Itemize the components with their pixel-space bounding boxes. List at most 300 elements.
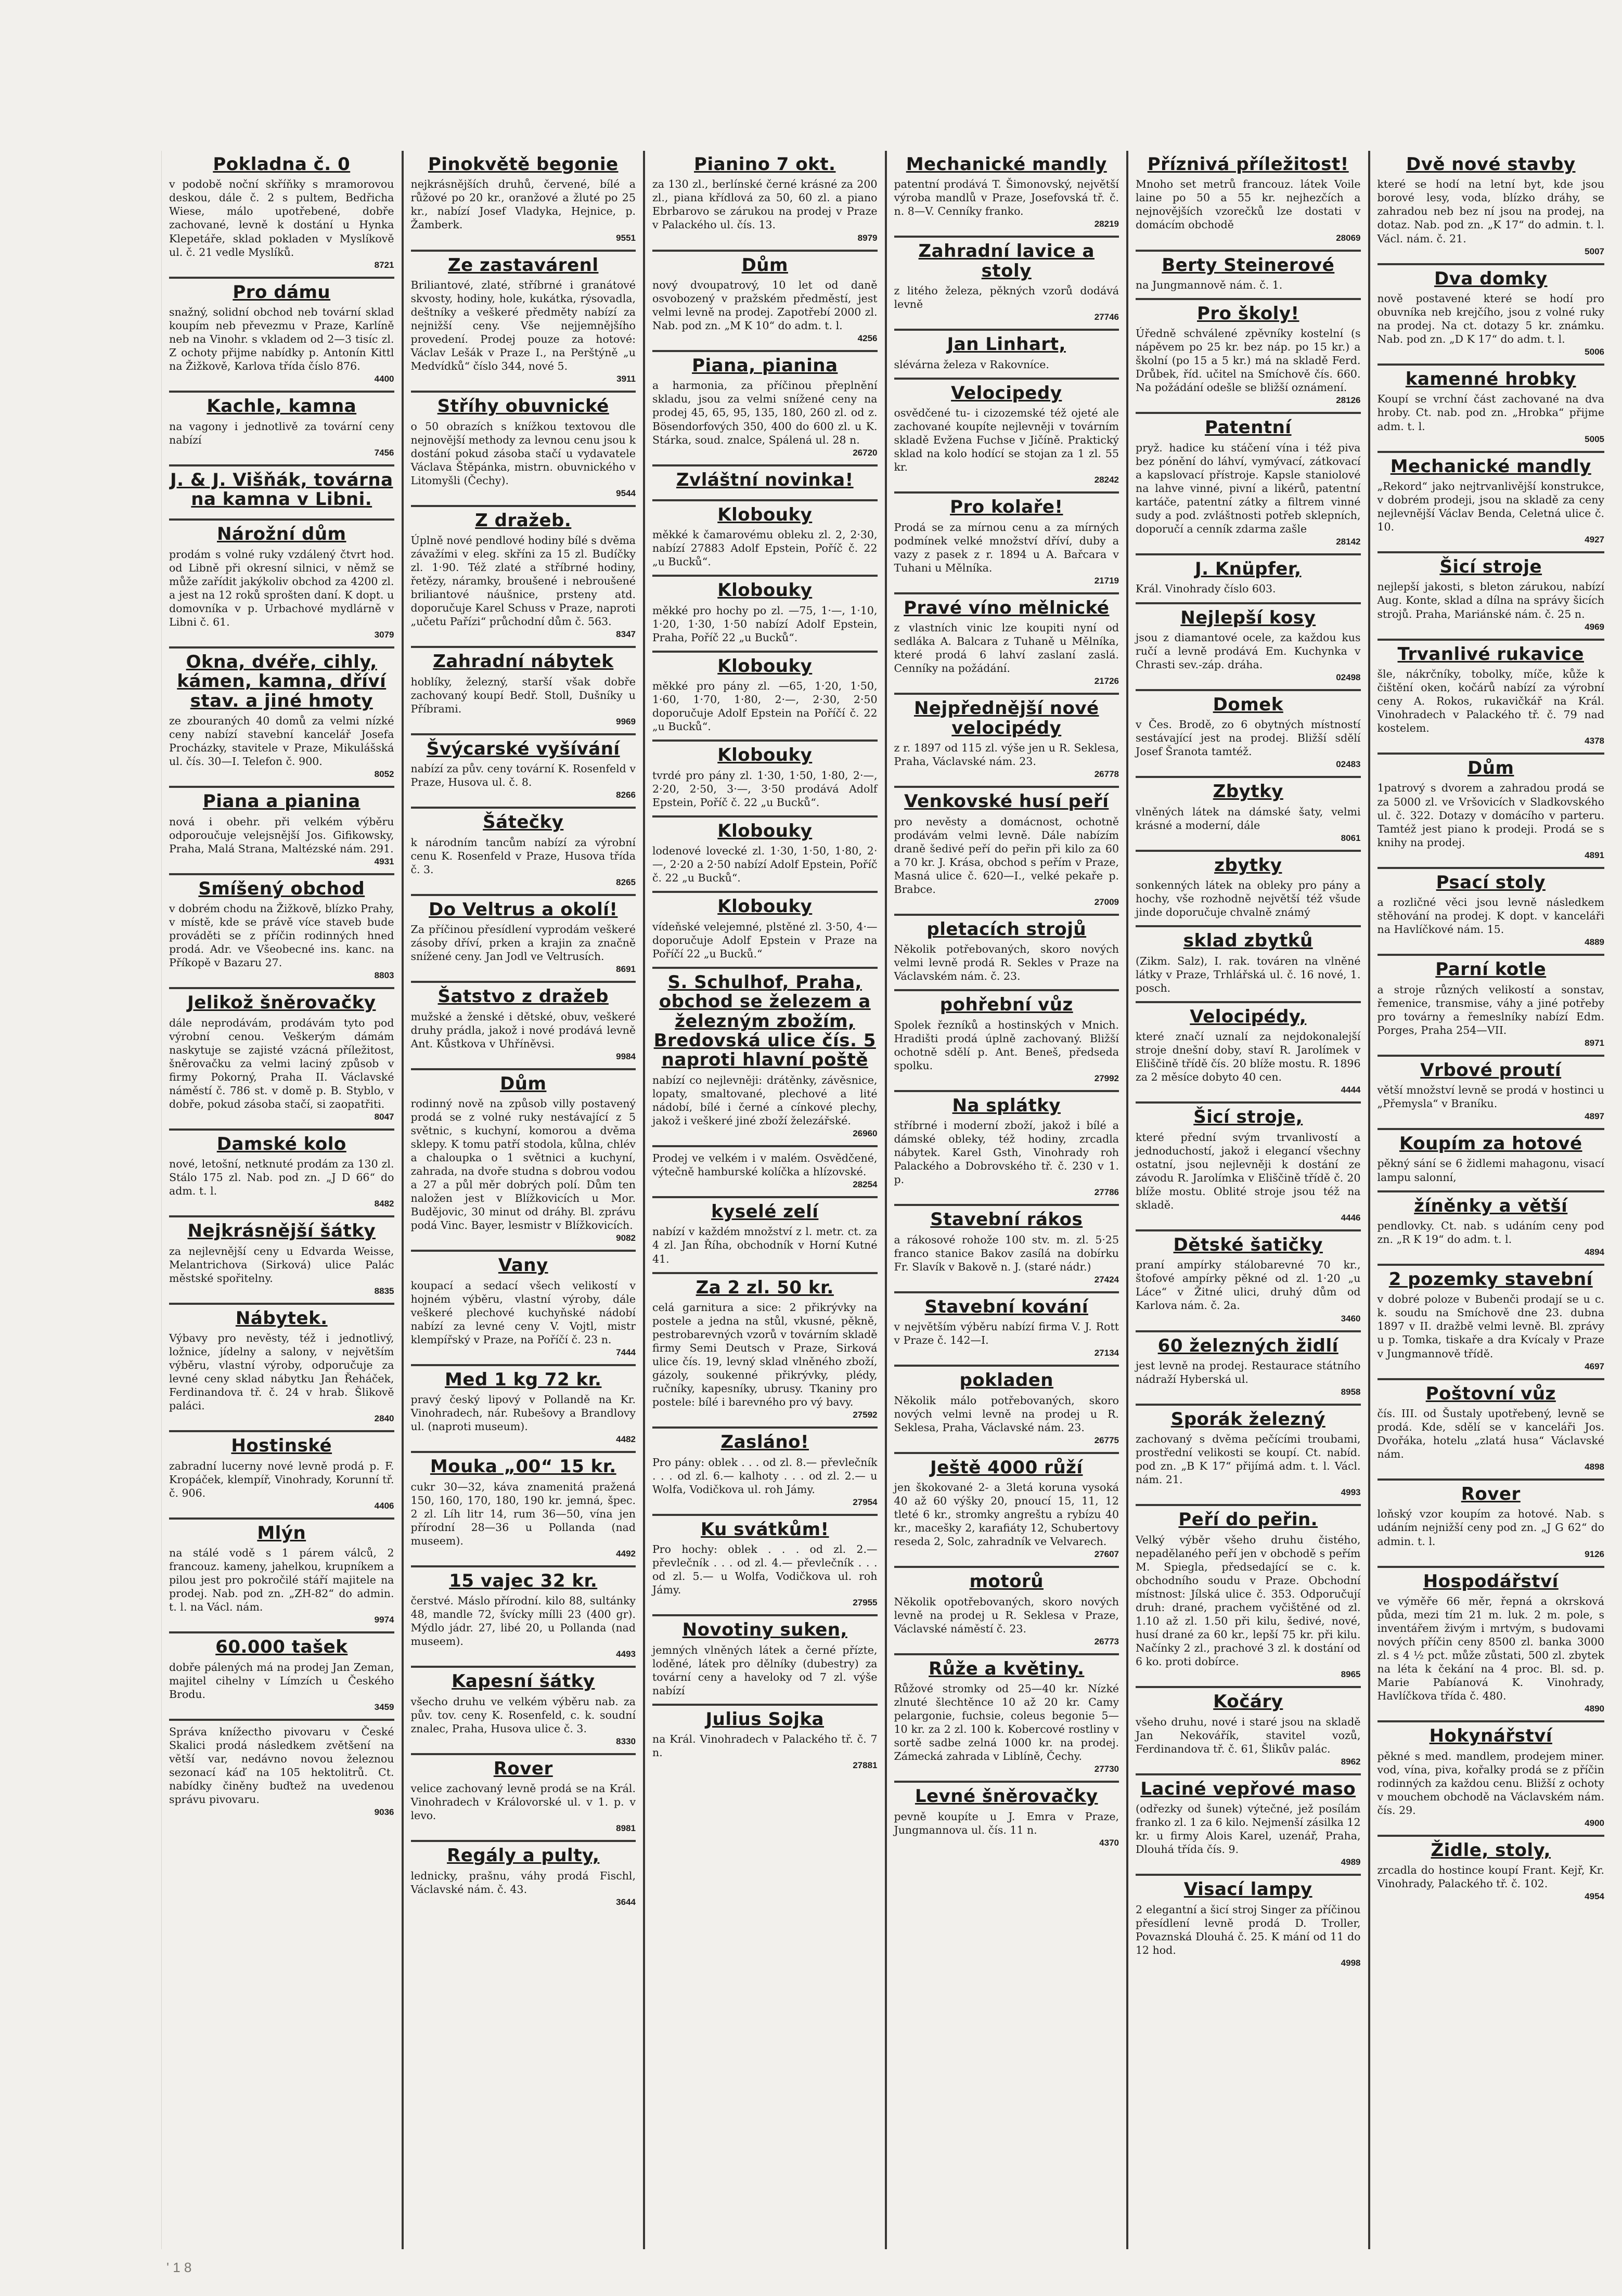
ad-title: Trvanlivé rukavice (1397, 643, 1584, 665)
ad-body: Velký výběr všeho druhu čistého, nepadělaného peří jen v obchodě s peřím M. Spiegla, předsedající se c. k. obchodního soudu v Praze. Obchodní místnost: Jílská ulice č. 353. Odporučují druh: drané, prachem vyčištěné od zl. 1.10 až zl. 1.50 při kilu, šedivé, nové, husí drané za 60 kr., lepší 75 kr. při kilu. Načínky 2 zl., prachové 3 zl. k dostání od 6 ko. proti dobírce. (1136, 1533, 1361, 1668)
classified-ad (652, 653, 878, 742)
ad-body: pěkný sání se 6 židlemi mahagonu, visací lampu salonní, (1377, 1157, 1604, 1184)
ad-reference-number: 4444 (1341, 1085, 1361, 1095)
ad-reference-number: 3079 (374, 629, 394, 640)
classified-ad (1378, 1380, 1605, 1481)
classified-ad (894, 1367, 1119, 1454)
ad-title: Rover (1461, 1484, 1521, 1505)
ad-title: Mechanické mandly (906, 154, 1107, 175)
classified-ad (1136, 555, 1361, 604)
classified-ad (652, 252, 878, 353)
ad-body: pevně koupíte u J. Emra v Praze, Jungmannova ul. čís. 11 n. (894, 1810, 1119, 1836)
classified-ad (894, 916, 1119, 991)
classified-ad (169, 521, 394, 648)
ad-body: Za příčinou přesídlení vyprodám veškeré zásoby dříví, prken a krajin za značně snížené ceny. Jan Jodl ve Veltrusích. (410, 923, 636, 963)
ad-reference-number: 26773 (1094, 1636, 1119, 1646)
ad-title: Nejkrásnější šátky (187, 1221, 376, 1242)
ad-body: Pro hochy: oblek . . . od zl. 2.— převlečník . . . od zl. 4.— převlečník . . . od zl. 5.— u Wolfa, Vodičkova ul. roh Jámy. (652, 1543, 878, 1597)
ad-reference-number: 28126 (1336, 395, 1361, 406)
classified-ad (169, 1217, 394, 1304)
ad-title: Zvláštní novinka! (676, 469, 854, 490)
column-1 (162, 151, 404, 2249)
ad-title: pohřební vůz (939, 994, 1073, 1016)
ad-reference-number: 27607 (1094, 1549, 1119, 1560)
classified-ad (1136, 1231, 1361, 1332)
ad-body: pryž. hadice ku stáčení vína i též piva bez pónění do láhví, vymývací, zátkovací a kapslovací přístroje. Kapsle staniolové na lahve vinné, pivní a likérů, patentní kartáče, patentní zátky a filtrem vinné sudy a pod. zvláštnosti potřeb sklepních, doporučí a cenník zdarma zašle (1136, 441, 1361, 536)
ad-body: stříbrné i moderní zboží, jakož i bílé a dámské obleky, též hodiny, zrcadla nábytek. Karel Gsth, Vinohrady roh Palackého a Dobrovského tř. č. 230 v 1. p. (894, 1119, 1119, 1186)
ad-title: Nárožní dům (217, 524, 346, 545)
ad-reference-number: 4697 (1585, 1361, 1604, 1371)
ad-body: měkké pro hochy po zl. —75, 1·—, 1·10, 1·20, 1·30, 1·50 nabízí Adolf Epstein, Praha, Poříč 22 „u Bucků“. (652, 604, 878, 644)
ad-reference-number: 4954 (1585, 1891, 1604, 1902)
ad-body: tvrdé pro pány zl. 1·30, 1·50, 1·80, 2·—, 2·20, 2·50, 3·—, 3·50 prodává Adolf Epstein, Poříč č. 22 „u Bucků“. (652, 769, 878, 809)
ad-body: slévárna železa v Rakovníce. (894, 358, 1049, 371)
ad-body: osvědčené tu- i cizozemské též ojeté ale zachované koupíte nejlevněji v továrním skladě Evžena Fuchse v Jičíně. Praktický sklad na kolo hodící se stojan za 1 zl. 55 kr. (894, 407, 1119, 474)
ad-reference-number: 8962 (1341, 1756, 1361, 1767)
classified-ad (411, 1252, 636, 1366)
ad-reference-number: 8803 (374, 970, 394, 981)
ad-reference-number: 4969 (1585, 621, 1604, 632)
ad-reference-number: 4898 (1585, 1462, 1604, 1472)
ad-reference-number: 26720 (853, 447, 878, 458)
column-6 (1370, 151, 1612, 2249)
classified-ad (1378, 1057, 1605, 1130)
ad-body: vídeňské velejemné, plstěné zl. 3·50, 4·— doporučuje Adolf Epstein v Praze na Poříčí 22 „u Bucků.“ (652, 920, 878, 960)
classified-ad (652, 893, 878, 968)
classified-ad (1136, 927, 1361, 1003)
ad-body: na Král. Vinohradech v Palackého tř. č. 7 n. (652, 1733, 878, 1759)
ad-body: o 50 obrazích s knížkou textovou dle nejnovější methody za levnou cenu jsou k dostání pokud zásoba stačí u vydavatele Václava Štěpánka, mistrn. obuvnického v Litomyšli (Čechy). (410, 420, 636, 487)
ad-title: Ze zastavárenl (447, 254, 599, 276)
ad-title: Velocipédy, (1190, 1006, 1307, 1027)
ad-title: Parní kotle (1435, 959, 1547, 980)
classified-ad (411, 1842, 636, 1913)
classified-ad (652, 1147, 878, 1198)
ad-title: Hokynářství (1429, 1726, 1552, 1747)
ad-body: Několik málo potřebovaných, skoro nových velmi levně na prodej u R. Seklesa, Praha, Václavské nám. 23. (894, 1394, 1119, 1434)
ad-reference-number: 4400 (374, 374, 394, 384)
ad-title: Okna, dvéře, cihly, kámen, kamna, dříví stav. a jiné hmoty (177, 651, 387, 711)
ad-body: měkké pro pány zl. —65, 1·20, 1·50, 1·60, 1·70, 1·80, 2·—, 2·30, 2·50 doporučuje Adolf Epstein na Poříčí č. 22 „u Bucků“. (652, 680, 878, 733)
ad-title: Z dražeb. (475, 510, 572, 531)
column-4 (887, 151, 1129, 2249)
ad-reference-number: 9551 (616, 232, 636, 243)
ad-body: které se hodí na letní byt, kde jsou borové lesy, voda, blízko dráhy, se zahradou neb bez ní jsou na prodej, na dotaz. Nab. pod zn. „K 17“ do admin. t. l. Václ. nám. č. 21. (1377, 178, 1604, 245)
classified-ad (1136, 778, 1361, 851)
ad-reference-number: 27009 (1094, 897, 1119, 907)
ad-title: Židle, stoly, (1431, 1839, 1551, 1861)
classified-ad (1378, 1568, 1605, 1723)
ad-body: z r. 1897 od 115 zl. výše jen u R. Seklesa, Praha, Václavské nám. 23. (894, 742, 1119, 768)
ad-body: zrcadla do hostince koupí Frant. Kejř, Kr. Vinohrady, Palackého tř. č. 102. (1377, 1864, 1604, 1890)
classified-ad (1136, 1506, 1361, 1688)
ad-reference-number: 4897 (1585, 1111, 1604, 1122)
classified-ad (652, 1706, 878, 1777)
classified-ad (1378, 1837, 1605, 1908)
ad-reference-number: 7444 (616, 1347, 636, 1357)
classified-ad (1378, 755, 1605, 869)
ad-title: Pravé víno mělnické (904, 597, 1110, 618)
ad-body: rodinný nově na způsob villy postavený prodá se z volné ruky nestávající z 5 světnic, s kuchyní, komorou a dvěma sklepy. K tomu patří stodola, kůlna, chlév a chaloupka o 1 světnici a kuchyní, zahrada, na dvoře studna s dobrou vodou a 27 a půl měr dobrých polí. Dům ten naložen jest v Blížkovicích u Mor. Budějovic, 30 minut od dráhy. Bl. zprávu podá Vinc. Bayer, lesmistr v Blížkovicích. (410, 1097, 636, 1232)
ad-body: v největším výběru nabízí firma V. J. Rott v Praze č. 142—I. (894, 1320, 1119, 1347)
classified-ad (169, 989, 394, 1131)
ad-body: a rozličné věci jsou levně následkem stěhování na prodej. K dopt. v kanceláři na Havlíčkové nám. 15. (1377, 896, 1604, 936)
ad-reference-number: 4492 (616, 1548, 636, 1559)
ad-reference-number: 5006 (1585, 347, 1604, 357)
ad-title: Klobouky (717, 655, 813, 677)
ad-reference-number: 27424 (1094, 1274, 1119, 1285)
classified-ad (411, 735, 636, 809)
classified-ad (169, 788, 394, 875)
ad-body: mužské a ženské i dětské, obuv, veškeré druhy prádla, jakož i nové prodává levně Ant. Kůstkova v Uhříněvsi. (410, 1010, 636, 1050)
ad-reference-number: 8721 (374, 260, 394, 270)
ad-title: Dům (1467, 758, 1514, 779)
classified-ad (169, 648, 394, 788)
ad-title: Laciné vepřové maso (1140, 1778, 1356, 1799)
ad-title: 15 vajec 32 kr. (449, 1570, 598, 1591)
ad-body: lodenové lovecké zl. 1·30, 1·50, 1·80, 2·—, 2·20 a 2·50 nabízí Adolf Epstein, Poříč č. 22 „u Bucků“. (652, 845, 878, 885)
classified-ad (169, 466, 394, 521)
ad-title: pletacích strojů (926, 918, 1087, 940)
ad-reference-number: 26775 (1094, 1435, 1119, 1445)
ad-body: nový dvoupatrový, 10 let od daně osvobozený v pražském předměstí, jest velmi levně na prodej. Zapotřebí 2000 zl. Nab. pod zn. „M K 10“ do adm. t. l. (652, 278, 878, 332)
ad-reference-number: 8047 (374, 1111, 394, 1122)
ad-title: Do Veltrus a okolí! (429, 899, 618, 920)
ad-title: Mechanické mandly (1390, 456, 1591, 477)
ad-body: pro nevěsty a domácnost, ochotně prodávám velmi levně. Dále nabízím draně šedivé peří do peřin při kilo za 60 a 70 kr. J. Krása, obchod s peřím v Praze, Masná ulice č. 620—I., velké pekaře p. Brabce. (894, 815, 1119, 896)
classified-ad (1378, 553, 1605, 640)
ad-body: Briliantové, zlaté, stříbrné i granátové skvosty, hodiny, hole, kukátka, rýsovadla, deštníky a veškeré předměty nabízí za nejnižší ceny. Vše nejjemnějšího provedení. Prodej pouze za hotové: Václav Lešák v Praze I., na Perštýně „u Medvídků“ číslo 344, nové 5. (410, 278, 636, 373)
ad-body: Král. Vinohrady číslo 603. (1136, 582, 1276, 595)
ad-title: Dům (741, 254, 788, 276)
ad-reference-number: 26960 (853, 1128, 878, 1138)
classified-ad (1136, 252, 1361, 300)
ad-title: Smíšený obchod (198, 878, 365, 899)
ad-title: Šatstvo z dražeb (437, 986, 609, 1007)
ad-title: Vrbové proutí (1420, 1059, 1562, 1081)
ad-reference-number: 4482 (616, 1434, 636, 1445)
ad-body: Růžové stromky od 25—40 kr. Nízké zlnuté šlechtěnce 10 až 20 kr. Camy pelargonie, fuchsie, coleus begonie 5—10 kr. za 2 zl. 100 k. Kobercové rostliny v sortě sadbe zelná 1000 kr. na prodej. Zámecká zahrada v Liblíně, Čechy. (894, 1682, 1119, 1763)
ad-title: Jelikož šněrovačky (187, 992, 376, 1014)
ad-body: dále neprodávám, prodávám tyto pod výrobní cenou. Veškerým dámám naskytuje se zajisté vzácná příležitost, šněrovačku za velmi laciný způsob v firmy Pokorný, Praha II. Václavské náměstí č. 786 st. v domě p. B. Styblo, v dobře, pokud zásoba stačí, si zaopatřiti. (169, 1016, 394, 1110)
classified-ad (169, 393, 394, 466)
ad-body: za 130 zl., berlínské černé krásné za 200 zl., piana křídlová za 50, 60 zl. a piano Ebrbarovo se zárukou na prodej v Praze v Palackého ul. čís. 13. (652, 178, 878, 231)
ad-body: Několik opotřebovaných, skoro nových levně na prodej u R. Seklesa v Praze, Václavské náměstí č. 23. (894, 1595, 1119, 1635)
ad-reference-number: 3644 (616, 1897, 636, 1907)
ad-title: J. Knüpfer, (1194, 559, 1302, 580)
ad-body: prodám s volné ruky vzdálený čtvrt hod. od Libně při okresní silnici, v němž se může zařídit jakýkoliv obchod za 4200 zl. a jest na 12 roků sprošten daní. K dopt. u domovníka v p. Urbachové mydlárně v Libni č. 61. (169, 548, 394, 628)
ad-title: Julius Sojka (705, 1708, 824, 1730)
classified-ad (169, 1721, 394, 1824)
ad-title: Pinokvětě begonie (428, 154, 619, 175)
ad-reference-number: 5005 (1585, 434, 1604, 444)
classified-ad (652, 1429, 878, 1515)
classified-ad (169, 151, 394, 279)
ad-body: nové, letošní, netknuté prodám za 130 zl. Stálo 175 zl. Nab. pod zn. „J D 66“ do adm. t. l. (169, 1158, 394, 1198)
classified-ad (894, 151, 1119, 238)
classified-ad (411, 1366, 636, 1453)
classified-ad (1136, 1332, 1361, 1406)
classified-ad (1378, 1481, 1605, 1567)
classified-ad (169, 279, 394, 393)
classified-ad (1378, 366, 1605, 452)
ad-body: loňský vzor koupím za hotové. Nab. s udáním nejnižší ceny pod zn. „J G 62“ do admin. t. l. (1377, 1508, 1604, 1548)
ad-reference-number: 8266 (616, 790, 636, 800)
classified-ad (894, 991, 1119, 1092)
ad-body: pravý český lipový v Pollandě na Kr. Vinohradech, nár. Rubešovy a Brandlovy ul. (naproti museum). (410, 1393, 636, 1433)
classified-ad (652, 1616, 878, 1706)
ad-body: sonkenných látek na obleky pro pány a hochy, vše rozhodně největší též všude jinde doporučuje chvalně známý (1136, 879, 1361, 919)
ad-body: (odřezky od šunek) výtečné, jež posílám franko zl. 1 za 6 kilo. Nejmenší zásilka 12 kr. u firmy Alois Karel, uzenář, Praha, Dlouhá třída čís. 9. (1136, 1802, 1361, 1856)
ad-reference-number: 4378 (1585, 736, 1604, 746)
ad-body: Úředně schválené zpěvníky kostelní (s nápěvem po 25 kr. bez náp. po 15 kr.) a školní (po 15 a 5 kr.) má na skladě Ferd. Drůbek, říd. učitel na Smíchově čís. 660. Na požádání odešle se bližší oznámení. (1136, 327, 1361, 394)
ad-reference-number: 4927 (1585, 535, 1604, 545)
ad-body: v dobré poloze v Bubenči prodají se u c. k. soudu na Smíchově dne 23. dubna 1897 v II. dražbě velmi levně. Bl. zprávy u p. Tomka, tiskaře a dra Kvícaly v Praze v Jungmannově třídě. (1377, 1293, 1604, 1360)
ad-title: Poštovní vůz (1425, 1383, 1556, 1404)
ad-body: Prodej ve velkém i v malém. Osvědčené, výtečně hamburské kolíčka a hlízovské. (652, 1151, 878, 1178)
ad-body: z litého železa, pěkných vzorů dodává levně (894, 284, 1119, 311)
classified-ad (1136, 1775, 1361, 1876)
classified-ad (1378, 1192, 1605, 1266)
classified-ad (894, 1568, 1119, 1655)
ad-body: snažný, solidní obchod neb tovární sklad koupím neb převezmu v Praze, Karlíně neb na Vinohr. s vkladem od 2—3 tisíc zl. Z ochoty přijme nabídky p. Antonín Kittl na Žižkově, Karlova třída číslo 876. (169, 305, 394, 373)
classified-ad (652, 352, 878, 466)
ad-title: Na splátky (952, 1095, 1061, 1116)
ad-title: Nábytek. (235, 1307, 328, 1329)
classified-ad (411, 983, 636, 1070)
ad-title: Nejlepší kosy (1180, 607, 1316, 628)
ad-reference-number: 02498 (1336, 672, 1361, 682)
ad-title: 60 železných židlí (1157, 1335, 1338, 1356)
ad-reference-number: 8265 (616, 877, 636, 887)
ad-title: Dvě nové stavby (1406, 154, 1576, 175)
ad-title: Domek (1213, 694, 1283, 715)
ad-reference-number: 9036 (374, 1807, 394, 1818)
classified-ad (652, 1274, 878, 1429)
classified-ad (894, 494, 1119, 594)
ad-title: žíněnky a větší (1414, 1195, 1568, 1216)
ad-body: pěkné s med. mandlem, prodejem miner. vod, vína, piva, kořalky prodá se z příčin rodinných za každou cenu. Bližší z ochoty v mouchem obchodě na Václavském nám. čís. 29. (1377, 1749, 1604, 1817)
ad-title: Rover (493, 1758, 553, 1779)
classified-ad (411, 1755, 636, 1842)
ad-title: Novotiny suken, (682, 1619, 847, 1641)
ad-body: měkké k čamarovému obleku zl. 2, 2·30, nabízí 27883 Adolf Epstein, Poříč č. 22 „u Bucků“. (652, 528, 878, 568)
ad-reference-number: 28219 (1094, 219, 1119, 229)
ad-reference-number: 4989 (1341, 1857, 1361, 1867)
ad-title: Vany (498, 1255, 548, 1276)
ad-reference-number: 7456 (374, 447, 394, 458)
classified-ad (411, 896, 636, 983)
ad-title: Sporák železný (1170, 1408, 1325, 1430)
classified-ad (169, 1633, 394, 1720)
ad-body: a rákosové rohože 100 stv. m. zl. 5·25 franco stanice Bakov zasílá na dobírku Fr. Slavík v Bakově n. J. (staré nádr.) (894, 1233, 1119, 1273)
column-3 (645, 151, 887, 2249)
ad-reference-number: 8971 (1585, 1037, 1604, 1048)
ad-reference-number: 26778 (1094, 769, 1119, 780)
ad-title: S. Schulhof, Praha, obchod se železem a železným zbožím, Bredovská ulice čís. 5 naproti hlavní poště (653, 971, 876, 1071)
classified-ad (169, 1520, 394, 1634)
ad-body: praní ampírky stálobarevné 70 kr., štofové ampírky pěkné od zl. 1·20 „u Láce“ v Žitné ulici, druhý dům od Karlova nám. č. 2a. (1136, 1259, 1361, 1312)
classified-ad (894, 1783, 1119, 1854)
ad-body: Prodá se za mírnou cenu a za mírných podmínek velké množství dříví, duby a vazy z pasek z r. 1894 u A. Bařcara v Tuhani u Mělníka. (894, 521, 1119, 574)
ad-title: Venkovské husí peří (904, 791, 1109, 812)
ad-reference-number: 27134 (1094, 1348, 1119, 1358)
ad-body: velice zachovaný levně prodá se na Král. Vinohradech v Královorské ul. v 1. p. v levo. (410, 1782, 636, 1822)
ad-title: Visací lampy (1183, 1879, 1312, 1900)
classified-ad (1136, 1406, 1361, 1507)
ad-reference-number: 27746 (1094, 312, 1119, 322)
ad-reference-number: 27954 (853, 1497, 878, 1507)
classified-ad (894, 380, 1119, 494)
ad-title: Klobouky (717, 504, 813, 525)
classified-ad (652, 151, 878, 252)
ad-reference-number: 8981 (616, 1823, 636, 1834)
ad-title: 60.000 tašek (215, 1637, 348, 1658)
ad-reference-number: 28242 (1094, 475, 1119, 485)
classified-ad (411, 809, 636, 896)
ad-body: za nejlevnější ceny u Edvarda Weisse, Melantrichova (Sirková) ulice Palác městské spořitelny. (169, 1244, 394, 1285)
ad-reference-number: 27955 (853, 1598, 878, 1608)
ad-body: šle, nákrčníky, tobolky, míče, kůže k čištění oken, kočárů nabízí za výrobní ceny A. Rokos, rukavičkář na Král. Vinohradech v Palackého tř. č. 79 nad kostelem. (1377, 667, 1604, 735)
ad-reference-number: 8965 (1341, 1669, 1361, 1680)
ad-reference-number: 4256 (857, 333, 878, 344)
ad-title: Příznivá příležitost! (1147, 154, 1349, 175)
ad-reference-number: 8835 (374, 1286, 394, 1296)
ad-body: nejlepší jakosti, s bleton zárukou, nabízí Aug. Konte, sklad a dílna na správy šicích strojů. Praha, Mariánské nám. č. 25 n. (1377, 580, 1604, 620)
ad-reference-number: 4890 (1585, 1704, 1604, 1714)
ad-reference-number: 02483 (1336, 759, 1361, 770)
ad-reference-number: 27592 (853, 1410, 878, 1420)
ad-reference-number: 21726 (1094, 676, 1119, 686)
classified-ad (894, 331, 1119, 379)
classified-ad (411, 507, 636, 648)
ad-body: koupací a sedací všech velikostí v hojném výběru, vlastní výroby, dále veškeré plechové kuchyňské nádobí nabízí za levné ceny V. Vojtl, mistr klempířský v Praze, na Poříčí č. 23 n. (410, 1279, 636, 1346)
classified-ad (169, 875, 394, 990)
ad-reference-number: 27881 (853, 1760, 878, 1771)
ad-title: Mouka „00“ 15 kr. (430, 1456, 616, 1477)
ad-title: Stavební kování (924, 1296, 1088, 1317)
ad-reference-number: 27786 (1094, 1187, 1119, 1198)
ad-body: zabradní lucerny nové levně prodá p. F. Kropáček, klempíř, Vinohrady, Korunní tř. č. 906. (169, 1459, 394, 1499)
ad-title: Dům (500, 1073, 547, 1094)
ad-title: Pro kolaře! (950, 497, 1063, 518)
classified-ad (894, 238, 1119, 331)
ad-title: Pokladna č. 0 (213, 154, 351, 175)
ad-reference-number: 4493 (616, 1649, 636, 1659)
ad-title: Kapesní šátky (452, 1671, 595, 1692)
ad-reference-number: 3460 (1341, 1313, 1361, 1324)
ad-body: na stálé vodě s 1 párem válců, 2 francouz. kameny, jahelkou, krupníkem a pilou jest pro pokročilé stáří majitele na prodej. Nab. pod zn. „ZH-82“ do admin. t. l. na Václ. nám. (169, 1547, 394, 1614)
column-5 (1128, 151, 1370, 2249)
classified-ad (411, 1567, 636, 1668)
classified-ad (1136, 852, 1361, 927)
ad-title: Stavební rákos (930, 1209, 1083, 1230)
ad-title: Klobouky (717, 580, 813, 601)
classified-ad (652, 577, 878, 652)
ad-title: 2 pozemky stavební (1388, 1269, 1593, 1290)
ad-body: patentní prodává T. Šimonovský, největší výroba mandlů v Praze, Josefovská tř. č. n. 8—V. Cenníky franko. (894, 178, 1119, 218)
ad-title: kyselé zelí (711, 1201, 819, 1223)
classified-ad (894, 1655, 1119, 1783)
ad-body: které přední svým trvanlivostí a jednoduchostí, jakož i elegancí všechny ostatní, jsou nejlevněji k dostání ze závodu R. Jarolímka v Eliščině třídě č. 20 blíže mostu. Oblité stroje jsou též na skladě. (1136, 1131, 1361, 1211)
ad-body: čís. III. od Šustaly upotřebený, levně se prodá. Kde, sdělí se v kanceláři Jos. Dvořáka, hotelu „zlatá husa“ Václavské nám. (1377, 1407, 1604, 1461)
classified-ad (894, 695, 1119, 788)
ad-title: Hospodářství (1423, 1571, 1559, 1592)
ad-body: v Čes. Brodě, zo 6 obytných místností sestávající jest na prodej. Bližší sdělí Josef Šranota tamtéž. (1136, 718, 1361, 758)
ad-reference-number: 9974 (374, 1615, 394, 1625)
ad-reference-number: 4993 (1341, 1487, 1361, 1498)
ad-body: Úplně nové pendlové hodiny bílé s dvěma závažími v eleg. skříni za 15 zl. Budíčky zl. 1·90. Též zlaté a stříbrné hodiny, řetězy, náramky, broušené i nebroušené briliantové náušnice, prsteny atd. doporučuje Karel Schuss v Praze, naproti „učetu Pařízi“ průchodní dům č. 563. (410, 534, 636, 628)
ad-title: Růže a květiny. (929, 1658, 1085, 1679)
classified-ad (411, 1070, 636, 1252)
ad-title: Regály a pulty, (447, 1845, 600, 1866)
ad-body: které značí uznalí za nejdokonalejší stroje dnešní doby, staví R. Jarolímek v Eliščině třídě čís. 20 blíže mostu. R. 1896 za 2 měsíce dobyto 40 cen. (1136, 1030, 1361, 1084)
classified-ad (411, 252, 636, 393)
ad-body: lednicky, prašnu, váhy prodá Fischl, Václavské nám. č. 43. (410, 1869, 636, 1896)
classified-columns (161, 151, 1612, 2249)
ad-reference-number: 4931 (374, 856, 394, 866)
ad-reference-number: 4891 (1585, 850, 1604, 860)
ad-body: k národním tancům nabízí za výrobní cenu K. Rosenfeld v Praze, Husova třída č. 3. (410, 836, 636, 876)
classified-ad (1378, 641, 1605, 755)
ad-body: nabízí co nejlevněji: drátěnky, závěsnice, lopaty, smaltované, plechové a lité nádobí, bílé i černé a cínkové plechy, jakož i veškeré jiné zboží železářské. (652, 1073, 878, 1127)
ad-title: Ještě 4000 růží (930, 1457, 1083, 1478)
ad-reference-number: 27730 (1094, 1764, 1119, 1774)
ad-body: a harmonia, za příčinou přeplnění skladu, jsou za velmi snížené ceny na prodej 45, 65, 95, 135, 180, 260 zl. od z. Bösendorfových 350, 400 do 600 zl. u K. Stárka, soud. znalce, Spálená ul. 28 n. (652, 379, 878, 446)
classified-ad (1136, 151, 1361, 252)
ad-body: čerstvé. Máslo přírodní. kilo 88, sultánky 48, mandle 72, švícky mílli 23 (400 gr). Mýdlo jádr. 27, libé 20, u Pollanda (nad museem). (410, 1594, 636, 1648)
ad-body: Koupí se vrchní část zachované na dva hroby. Ct. nab. pod zn. „Hrobka“ přijme adm. t. l. (1377, 393, 1604, 433)
ad-reference-number: 9969 (616, 716, 636, 727)
ad-reference-number: 28069 (1336, 232, 1361, 243)
classified-ad (652, 1198, 878, 1274)
ad-body: hoblíky, železný, starší však dobře zachovaný koupí Bedř. Stoll, Dušníky u Příbrami. (410, 675, 636, 715)
classified-ad (411, 393, 636, 507)
ad-title: Šicí stroje, (1193, 1107, 1303, 1128)
classified-ad (1136, 604, 1361, 691)
ad-body: zachovaný s dvěma pečícími troubami, prostřední velikosti se koupí. Ct. nabíd. pod zn. „B K 17“ přijímá adm. t. l. Václ. nám. 21. (1136, 1433, 1361, 1486)
ad-title: pokladen (959, 1370, 1053, 1391)
classified-ad (894, 788, 1119, 916)
ad-body: Výbavy pro nevěsty, též i jednotlivý, ložnice, jídelny a salony, v největším výběru, vlastní výroby, odporučuje za levné ceny sklad nábytku Jan Řeháček, Ferdinandova tř. č. 24 v hrab. Šlikově paláci. (169, 1332, 394, 1412)
ad-title: Kachle, kamna (207, 396, 357, 417)
ad-body: Několik potřebovaných, skoro nových velmi levně prodá R. Sekles v Praze na Václavském nám. č. 23. (894, 943, 1119, 983)
ad-title: Šátečky (483, 812, 564, 833)
classified-ad (411, 151, 636, 252)
ad-title: Pro školy! (1197, 303, 1299, 324)
ad-title: Klobouky (717, 896, 813, 917)
ad-body: nejkrásnějších druhů, červené, bílé a růžové po 20 kr., oranžové a žluté po 25 kr., nabízí Josef Vladyka, Hejnice, p. Žamberk. (410, 178, 636, 231)
ad-title: Pro dámu (233, 281, 331, 303)
ad-body: pendlovky. Ct. nab. s udáním ceny pod zn. „R K 19“ do adm. t. l. (1377, 1219, 1604, 1246)
ad-title: Levné šněrovačky (915, 1786, 1098, 1807)
classified-ad (894, 1206, 1119, 1293)
ad-body: nová i obehr. při velkém výběru odporoučuje velejsnější Jos. Gifikowsky, Praha, Malá Strana, Maltézské nám. 291. (169, 815, 394, 855)
ad-title: Pianino 7 okt. (694, 154, 836, 175)
ad-body: 1patrový s dvorem a zahradou prodá se za 5000 zl. ve Vršovicích v Sladkovského ul. č. 322. Dotazy v domácího v parteru. Tamtéž jest piano k prodeji. Prodá se s knihy na prodej. (1377, 782, 1604, 849)
classified-ad (894, 1454, 1119, 1568)
classified-ad (652, 1516, 878, 1617)
ad-reference-number: 28142 (1336, 537, 1361, 547)
ad-title: zbytky (1214, 854, 1282, 876)
ad-reference-number: 8330 (616, 1736, 636, 1746)
ad-reference-number: 9082 (616, 1233, 636, 1243)
ad-title: Piana, pianina (692, 355, 838, 377)
ad-body: všeho druhu, nové i staré jsou na skladě Jan Nekovářík, stavitel vozů, Ferdinandova tř. č. 61, Šlikův palác. (1136, 1715, 1361, 1755)
classified-ad (652, 818, 878, 893)
ad-reference-number: 9984 (616, 1051, 636, 1061)
ad-title: Med 1 kg 72 kr. (445, 1369, 602, 1390)
